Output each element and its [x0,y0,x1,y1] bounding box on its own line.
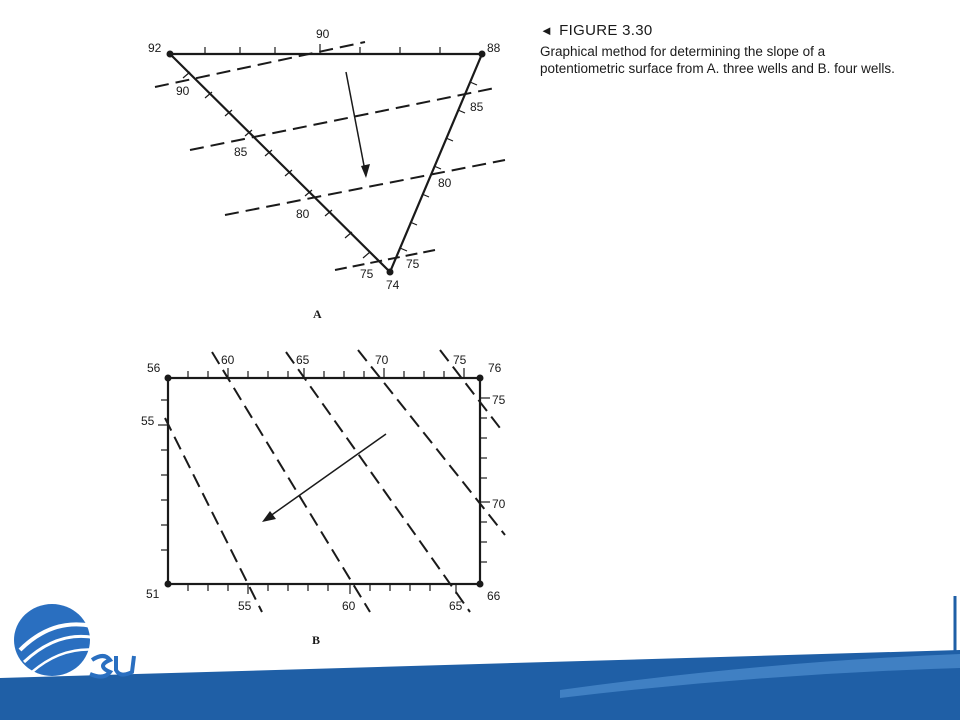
contour-label: 75 [492,393,506,407]
panel-b-label: B [312,633,321,647]
contour-label: 65 [296,353,310,367]
contour-label: 75 [406,257,420,271]
well-label: 66 [487,589,501,603]
well-label: 88 [487,41,501,55]
panel-a-label: A [313,307,322,321]
well-label: 74 [386,278,400,292]
contour-label: 70 [375,353,389,367]
contour-line-65 [286,352,470,612]
flow-arrowhead [361,164,370,178]
left-triangle-icon: ◄ [540,23,554,38]
flow-direction-arrow [346,72,366,176]
tick-marks-a [183,44,477,258]
contour-line-90 [155,42,365,87]
organization-logo [0,604,134,677]
panel-a-triangle [170,54,482,272]
contour-label: 80 [438,176,452,190]
panel-b-diagram [158,350,505,612]
figure-number: FIGURE 3.30 [559,22,653,39]
contour-label: 60 [342,599,356,613]
footer-band [0,596,960,720]
contour-label: 60 [221,353,235,367]
flow-direction-arrow [266,434,386,519]
contour-label: 75 [360,267,374,281]
well-point [167,51,173,57]
contour-label: 55 [141,414,155,428]
panel-b-rectangle [168,378,480,584]
well-point [387,269,393,275]
contour-label: 75 [453,353,467,367]
well-point [477,375,483,381]
contour-line-60 [212,352,370,612]
contour-label: 70 [492,497,506,511]
well-label: 56 [147,361,161,375]
contour-label: 80 [296,207,310,221]
well-label: 51 [146,587,160,601]
well-point [479,51,485,57]
figure-description: Graphical method for determining the slope of a potentiometric surface from A. three wells and B. four wells. [540,44,895,76]
contour-label: 90 [316,27,330,41]
contour-label: 55 [238,599,252,613]
contour-label: 85 [234,145,248,159]
well-label: 92 [148,41,162,55]
contour-label: 65 [449,599,463,613]
panel-a-diagram [155,42,505,275]
well-point [165,375,171,381]
contour-label: 85 [470,100,484,114]
tick-marks-b [158,368,490,594]
well-point [477,581,483,587]
well-point [165,581,171,587]
contour-label: 90 [176,84,190,98]
well-label: 76 [488,361,502,375]
